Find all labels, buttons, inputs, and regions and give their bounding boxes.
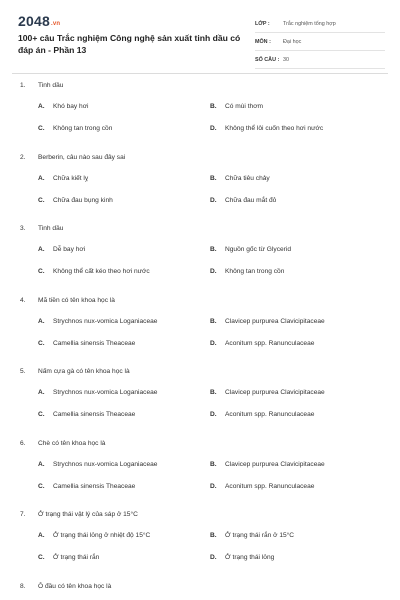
answer-option-b[interactable]: [210, 461, 325, 468]
meta-row-count: [255, 51, 385, 69]
option-letter: C.: [38, 411, 45, 418]
answer-option-a[interactable]: [38, 532, 150, 539]
answer-option-b[interactable]: [210, 175, 270, 182]
meta-row-subject: [255, 33, 385, 51]
answer-option-a[interactable]: [38, 461, 157, 468]
page-header: [0, 0, 400, 72]
answer-option-a[interactable]: [38, 103, 88, 110]
document-title: 100+ câu Trắc nghiệm Công nghệ sản xuất tinh dầu có đáp án - Phần 13: [18, 33, 241, 55]
option-text: Aconitum spp. Ranunculaceae: [225, 339, 315, 347]
question-text: Ô đầu có tên khoa học là: [38, 582, 112, 590]
answer-option-b[interactable]: [210, 246, 291, 253]
option-letter: B.: [210, 389, 217, 396]
answer-option-d[interactable]: [210, 340, 314, 347]
answer-option-c[interactable]: [38, 340, 135, 347]
option-text: Chữa đau mắt đỏ: [225, 196, 277, 204]
option-text: Camellia sinensis Theaceae: [53, 339, 136, 347]
option-letter: B.: [210, 460, 217, 468]
option-text: Không thể lôi cuốn theo hơi nước: [225, 125, 324, 132]
option-text: Ở trạng thái lỏng ở nhiệt độ 15°C: [53, 532, 151, 539]
option-letter: A.: [38, 389, 45, 396]
meta-value: 30: [283, 56, 289, 63]
question-number: 1.: [20, 82, 26, 89]
question-header: [20, 368, 130, 375]
option-text: Clavicep purpurea Clavicipitaceae: [225, 460, 325, 468]
option-letter: B.: [210, 246, 217, 253]
option-text: Khó bay hơi: [53, 103, 89, 110]
option-text: Strychnos nux-vomica Loganiaceae: [53, 317, 158, 325]
answer-option-c[interactable]: [38, 411, 135, 418]
option-text: Có mùi thơm: [225, 103, 264, 110]
answer-option-c[interactable]: [38, 197, 113, 204]
question-header: [20, 511, 138, 518]
option-text: Chữa kiết lỵ: [53, 174, 89, 182]
meta-label: MÔN :: [255, 38, 271, 45]
meta-row-class: [255, 15, 385, 33]
meta-value: Trắc nghiệm tổng hợp: [283, 20, 336, 27]
meta-value: Đại học: [283, 38, 302, 45]
option-letter: C.: [38, 268, 45, 275]
question-text: Chè có tên khoa học là: [38, 439, 106, 447]
question-header: [20, 440, 105, 447]
option-letter: D.: [210, 482, 217, 490]
question-header: [20, 225, 63, 232]
answer-option-d[interactable]: [210, 554, 274, 561]
question-number: 6.: [20, 439, 26, 447]
option-text: Aconitum spp. Ranunculaceae: [225, 411, 315, 418]
option-text: Aconitum spp. Ranunculaceae: [225, 482, 315, 490]
answer-option-a[interactable]: [38, 389, 157, 396]
answer-option-a[interactable]: [38, 246, 85, 253]
question-text: Berberin, câu nào sau đây sai: [38, 153, 126, 161]
answer-option-d[interactable]: [210, 197, 276, 204]
question-text: Ở trạng thái vật lý của sáp ở 15°C: [38, 511, 138, 518]
question-number: 3.: [20, 225, 26, 232]
answer-option-c[interactable]: [38, 483, 135, 490]
question-text: Nấm cựa gà có tên khoa học là: [38, 368, 130, 375]
site-logo[interactable]: [18, 13, 60, 29]
header-divider: [12, 73, 388, 74]
option-text: Nguồn gốc từ Glycerid: [225, 246, 291, 253]
answer-option-c[interactable]: [38, 268, 150, 275]
option-text: Strychnos nux-vomica Loganiaceae: [53, 460, 158, 468]
answer-option-c[interactable]: [38, 554, 99, 561]
question-number: 2.: [20, 153, 26, 161]
option-letter: C.: [38, 482, 45, 490]
question-header: [20, 297, 115, 304]
option-letter: C.: [38, 554, 45, 561]
option-letter: B.: [210, 532, 217, 539]
question-number: 5.: [20, 368, 26, 375]
question-number: 7.: [20, 511, 26, 518]
option-letter: D.: [210, 411, 217, 418]
option-letter: C.: [38, 339, 45, 347]
meta-info-table: [255, 15, 385, 69]
answer-option-b[interactable]: [210, 103, 263, 110]
meta-label: SỐ CÂU :: [255, 56, 280, 63]
answer-option-c[interactable]: [38, 125, 112, 132]
option-letter: A.: [38, 460, 45, 468]
option-text: Dễ bay hơi: [53, 246, 86, 253]
answer-option-d[interactable]: [210, 483, 314, 490]
answer-option-d[interactable]: [210, 125, 323, 132]
question-text: Tinh dầu: [38, 82, 64, 89]
question-header: [20, 154, 125, 161]
answer-option-b[interactable]: [210, 532, 294, 539]
logo-tld: .vn: [50, 21, 61, 27]
question-text: Mã tiền có tên khoa học là: [38, 296, 115, 304]
answer-option-b[interactable]: [210, 389, 325, 396]
question-text: Tinh dầu: [38, 225, 64, 232]
answer-option-b[interactable]: [210, 318, 325, 325]
answer-option-a[interactable]: [38, 318, 157, 325]
option-text: Chữa đau bụng kinh: [53, 196, 113, 204]
option-letter: B.: [210, 317, 217, 325]
option-text: Ở trạng thái lỏng: [225, 554, 275, 561]
question-number: 8.: [20, 582, 26, 590]
option-letter: B.: [210, 103, 217, 110]
option-text: Ở trạng thái rắn: [53, 554, 100, 561]
question-header: [20, 82, 63, 89]
option-letter: D.: [210, 268, 217, 275]
answer-option-a[interactable]: [38, 175, 88, 182]
option-letter: D.: [210, 125, 217, 132]
answer-option-d[interactable]: [210, 411, 314, 418]
question-number: 4.: [20, 296, 26, 304]
logo-text: 2048: [18, 13, 50, 29]
option-letter: A.: [38, 246, 45, 253]
option-letter: A.: [38, 103, 45, 110]
option-letter: D.: [210, 339, 217, 347]
option-text: Chữa tiêu chảy: [225, 174, 270, 182]
option-text: Clavicep purpurea Clavicipitaceae: [225, 389, 325, 396]
option-text: Không tan trong cồn: [53, 125, 113, 132]
option-text: Strychnos nux-vomica Loganiaceae: [53, 389, 158, 396]
option-letter: A.: [38, 317, 45, 325]
option-letter: A.: [38, 174, 45, 182]
option-letter: B.: [210, 174, 217, 182]
option-letter: D.: [210, 554, 217, 561]
question-header: [20, 583, 111, 590]
option-text: Ở trạng thái rắn ở 15°C: [225, 532, 295, 539]
answer-option-d[interactable]: [210, 268, 284, 275]
option-text: Không thể cất kéo theo hơi nước: [53, 268, 150, 275]
option-letter: A.: [38, 532, 45, 539]
option-text: Không tan trong cồn: [225, 268, 285, 275]
option-text: Camellia sinensis Theaceae: [53, 482, 136, 490]
option-letter: C.: [38, 125, 45, 132]
option-text: Clavicep purpurea Clavicipitaceae: [225, 317, 325, 325]
option-letter: D.: [210, 196, 217, 204]
meta-label: LỚP :: [255, 20, 270, 27]
option-letter: C.: [38, 196, 45, 204]
option-text: Camellia sinensis Theaceae: [53, 411, 136, 418]
